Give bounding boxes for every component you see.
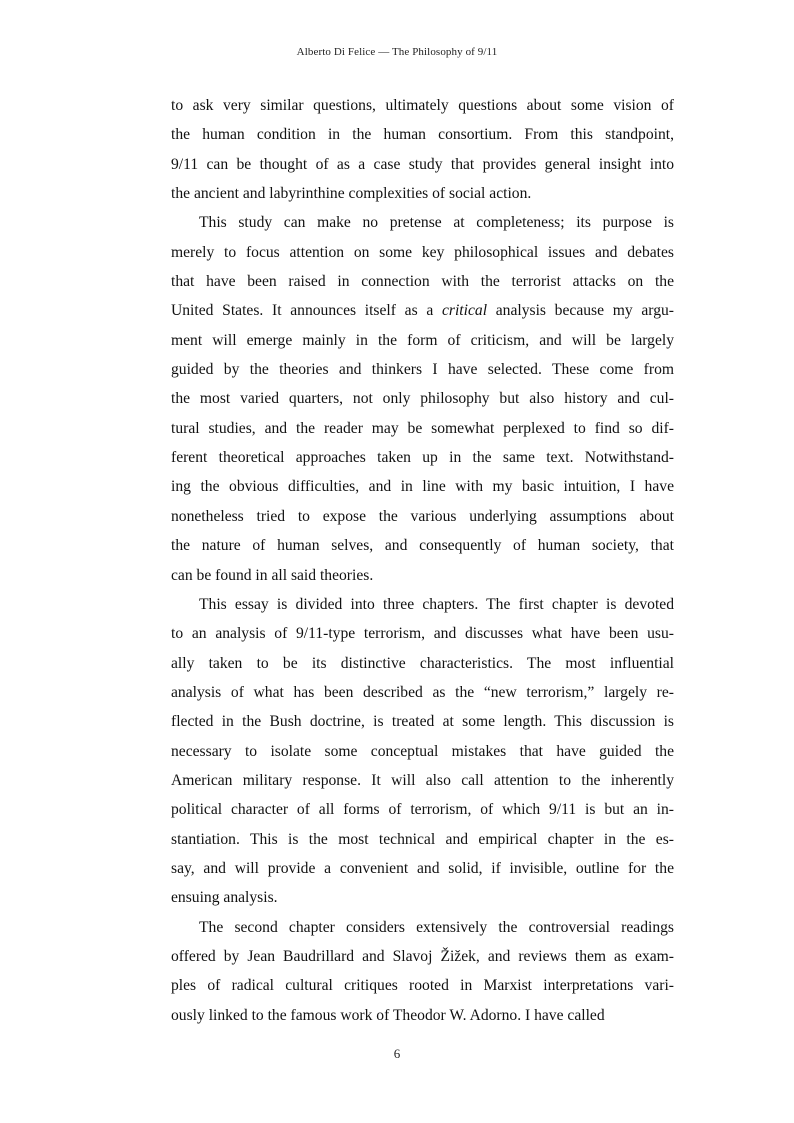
text-line: the human condition in the human consortium. From this standpoint, xyxy=(171,126,674,144)
paragraph xyxy=(171,208,674,589)
paragraph xyxy=(171,91,674,208)
text-line: The second chapter considers extensively the controversial readings xyxy=(199,918,674,936)
text-line: can be found in all said theories. xyxy=(171,566,374,584)
text-line: the nature of human selves, and consequently of human society, that xyxy=(171,537,674,555)
running-header: Alberto Di Felice — The Philosophy of 9/11 xyxy=(296,46,498,58)
text-line: 9/11 can be thought of as a case study that provides general insight into xyxy=(171,155,674,173)
text-line: analysis of what has been described as the “new terrorism,” largely re- xyxy=(171,683,674,701)
text-line: This essay is divided into three chapters. The first chapter is devoted xyxy=(199,595,674,613)
text-line: political character of all forms of terrorism, of which 9/11 is but an in- xyxy=(171,801,674,819)
text-line: ally taken to be its distinctive characteristics. The most influential xyxy=(171,654,674,672)
text-line: necessary to isolate some conceptual mistakes that have guided the xyxy=(171,742,674,760)
text-line: guided by the theories and thinkers I have selected. These come from xyxy=(171,361,674,379)
text-line: merely to focus attention on some key philosophical issues and debates xyxy=(171,243,674,261)
page-number: 6 xyxy=(393,1046,401,1061)
text-line: say, and will provide a convenient and solid, if invisible, outline for the xyxy=(171,859,674,877)
text-line: ment will emerge mainly in the form of criticism, and will be largely xyxy=(171,331,674,349)
text-line: the most varied quarters, not only philosophy but also history and cul- xyxy=(171,390,674,408)
text-line: flected in the Bush doctrine, is treated at some length. This discussion is xyxy=(171,713,674,731)
paragraph xyxy=(171,913,674,1030)
body-text xyxy=(171,91,674,1030)
text-line: ferent theoretical approaches taken up in the same text. Notwithstand- xyxy=(171,449,674,467)
text-line: United States. It announces itself as a critical analysis because my argu- xyxy=(171,302,674,320)
text-line: This study can make no pretense at completeness; its purpose is xyxy=(199,214,674,232)
text-line: stantiation. This is the most technical and empirical chapter in the es- xyxy=(171,830,674,848)
text-line: American military response. It will also call attention to the inherently xyxy=(171,771,674,789)
text-line: ensuing analysis. xyxy=(171,889,278,907)
text-line: the ancient and labyrinthine complexities of social action. xyxy=(171,185,532,203)
text-line: to an analysis of 9/11-type terrorism, and discusses what have been usu- xyxy=(171,625,674,643)
paragraph xyxy=(171,590,674,913)
text-line: offered by Jean Baudrillard and Slavoj Žižek, and reviews them as exam- xyxy=(171,947,674,965)
text-line: tural studies, and the reader may be somewhat perplexed to find so dif- xyxy=(171,419,674,437)
text-line: nonetheless tried to expose the various underlying assumptions about xyxy=(171,507,674,525)
text-line: ples of radical cultural critiques rooted in Marxist interpretations vari- xyxy=(171,977,674,995)
text-line: to ask very similar questions, ultimately questions about some vision of xyxy=(171,97,674,114)
text-line: that have been raised in connection with the terrorist attacks on the xyxy=(171,273,674,291)
emphasis-critical: critical xyxy=(441,302,488,320)
text-line: ing the obvious difficulties, and in line with my basic intuition, I have xyxy=(171,478,674,496)
text-line: ously linked to the famous work of Theodor W. Adorno. I have called xyxy=(171,1006,605,1024)
